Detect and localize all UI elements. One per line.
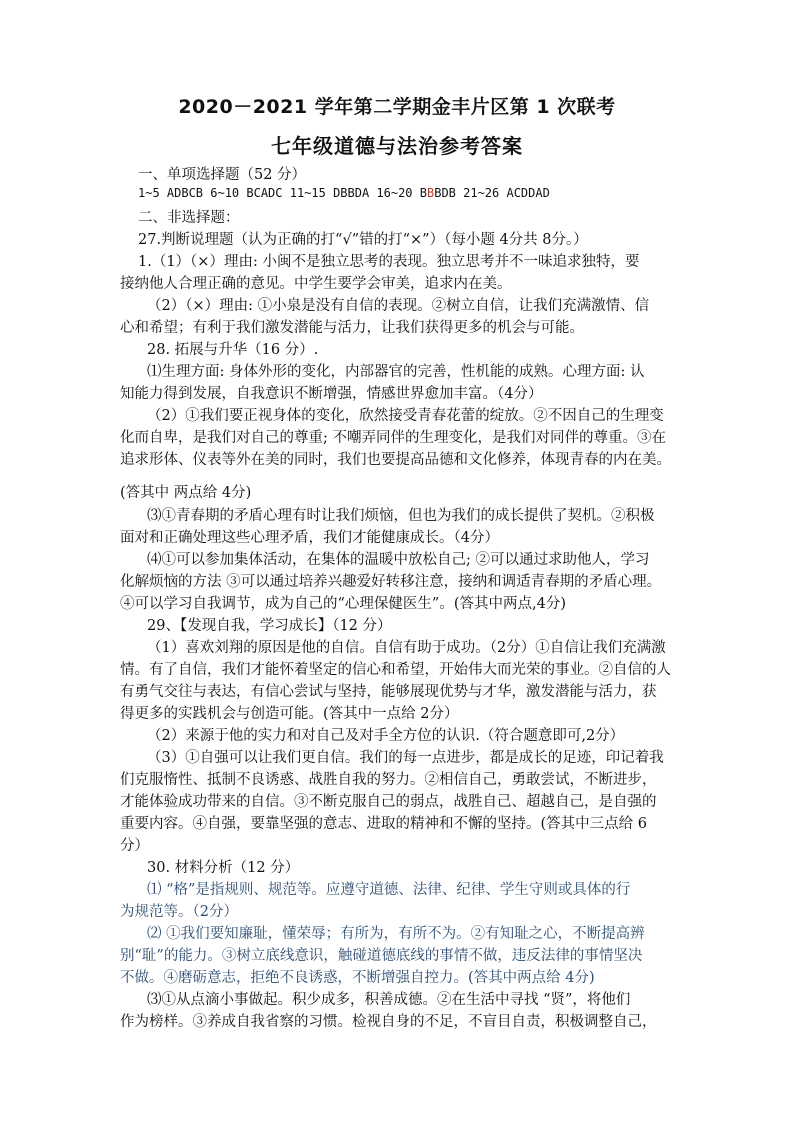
q28-heading: 28. 拓展与升华（16 分）. (147, 342, 319, 358)
section-heading-non-choice: 二、非选择题： (138, 210, 240, 226)
q28-2-line-2: 化而自卑，是我们对自己的尊重; 不嘲弄同伴的生理变化，是我们对同伴的尊重。③在 (120, 430, 666, 446)
choice-answers-part-2: BDB 21~26 ACDDAD (434, 186, 550, 200)
q30-2-line-3: 不做。④磨砺意志，拒绝不良诱惑，不断增强自控力。(答其中两点给 4分) (120, 970, 595, 986)
q30-3-line-2: 作为榜样。③养成自我省察的习惯。检视自身的不足，不盲目自责，积极调整自己， (120, 1014, 657, 1030)
q29-3-line-5: 分） (120, 838, 149, 854)
section-heading-single-choice: 一、单项选择题（52 分） (138, 167, 307, 183)
q28-4-line-3: ④可以学习自我调节，成为自己的“心理保健医生”。(答其中两点,4分) (120, 596, 566, 612)
q28-1-line-1: ⑴生理方面: 身体外形的变化，内部器官的完善，性机能的成熟。心理方面: 认 (147, 364, 645, 380)
q27-2-line-1: （2）（×）理由: ①小泉是没有自信的表现。②树立自信，让我们充满激情、信 (147, 298, 650, 314)
q28-1-line-2: 知能力得到发展，自我意识不断增强，情感世界愈加丰富。（4分） (120, 386, 543, 402)
q27-2-line-2: 心和希望；有利于我们激发潜能与活力，让我们获得更多的机会与可能。 (120, 320, 584, 336)
q28-2-line-1: （2）①我们要正视身体的变化，欣然接受青春花蕾的绽放。②不因自己的生理变 (147, 408, 664, 424)
choice-answers-part-1: 1~5 ADBCB 6~10 BCADC 11~15 DBBDA 16~20 B (138, 186, 427, 200)
q28-2-line-4: (答其中 两点给 4分) (120, 485, 252, 501)
q29-3-line-4: 重要内容。④自强，要靠坚强的意志、进取的精神和不懈的坚持。(答其中三点给 6 (120, 816, 647, 832)
q28-2-line-3: 追求形体、仪表等外在美的同时，我们也要提高品德和文化修养，体现青春的内在美。 (120, 452, 671, 468)
q29-heading: 29、【发现自我，学习成长】（12 分） (147, 618, 392, 634)
q27-1-line-1: 1.（1）（×）理由: 小闽不是独立思考的表现。独立思考并不一味追求独特，要 (138, 254, 640, 270)
q29-2-line-1: （2）来源于他的实力和对自己及对手全方位的认识.（符合题意即可,2分） (147, 728, 625, 744)
q27-1-line-2: 接纳他人合理正确的意见。中学生要学会审美，追求内在美。 (120, 276, 512, 292)
q30-1-line-1: ⑴ “格”是指规则、规范等。应遵守道德、法律、纪律、学生守则或具体的行 (147, 882, 631, 898)
q28-4-line-2: 化解烦恼的方法 ③可以通过培养兴趣爱好转移注意，接纳和调适青春期的矛盾心理。 (120, 574, 662, 590)
q30-1-line-2: 为规范等。（2分） (120, 904, 238, 920)
q29-1-line-2: 情。有了自信，我们才能怀着坚定的信心和希望，开始伟大而光荣的事业。②自信的人 (120, 662, 671, 678)
q29-3-line-3: 才能体验成功带来的自信。③不断克服自己的弱点，战胜自己、超越自己，是自强的 (120, 794, 657, 810)
q30-heading: 30. 材料分析（12 分） (147, 860, 300, 876)
q29-1-line-4: 得更多的实践机会与创造可能。(答其中一点给 2分） (120, 706, 459, 722)
document-title: 2020－2021 学年第二学期金丰片区第 1 次联考 (178, 96, 616, 118)
document-subtitle: 七年级道德与法治参考答案 (271, 134, 523, 158)
choice-answers-line (138, 186, 550, 200)
q29-1-line-3: 有勇气交往与表达，有信心尝试与坚持，能够展现优势与才华，激发潜能与活力，获 (120, 684, 657, 700)
q30-2-line-2: 别“耻”的能力。③树立底线意识，触碰道德底线的事情不做，违反法律的事情坚决 (120, 948, 643, 964)
q29-1-line-1: （1）喜欢刘翔的原因是他的自信。自信有助于成功。（2分）①自信让我们充满激 (147, 640, 666, 656)
q27-heading: 27.判断说理题（认为正确的打“√”错的打“×”）（每小题 4分共 8分。） (138, 232, 588, 248)
q28-3-line-2: 面对和正确处理这些心理矛盾，我们才能健康成长。（4分） (120, 530, 499, 546)
q30-3-line-1: ⑶①从点滴小事做起。积少成多，积善成德。②在生活中寻找 “贤”，将他们 (147, 992, 631, 1008)
q30-2-line-1: ⑵ ①我们要知廉耻，懂荣辱；有所为，有所不为。②有知耻之心，不断提高辨 (147, 926, 645, 942)
choice-answer-highlight: B (426, 186, 435, 200)
q29-3-line-1: （3）①自强可以让我们更自信。我们的每一点进步，都是成长的足迹，印记着我 (147, 750, 664, 766)
q28-4-line-1: ⑷①可以参加集体活动，在集体的温暖中放松自己; ②可以通过求助他人，学习 (147, 552, 650, 568)
q29-3-line-2: 们克服惰性、抵制不良诱惑、战胜自我的努力。②相信自己，勇敢尝试，不断进步， (120, 772, 657, 788)
q28-3-line-1: ⑶①青春期的矛盾心理有时让我们烦恼，但也为我们的成长提供了契机。②积极 (147, 508, 655, 524)
